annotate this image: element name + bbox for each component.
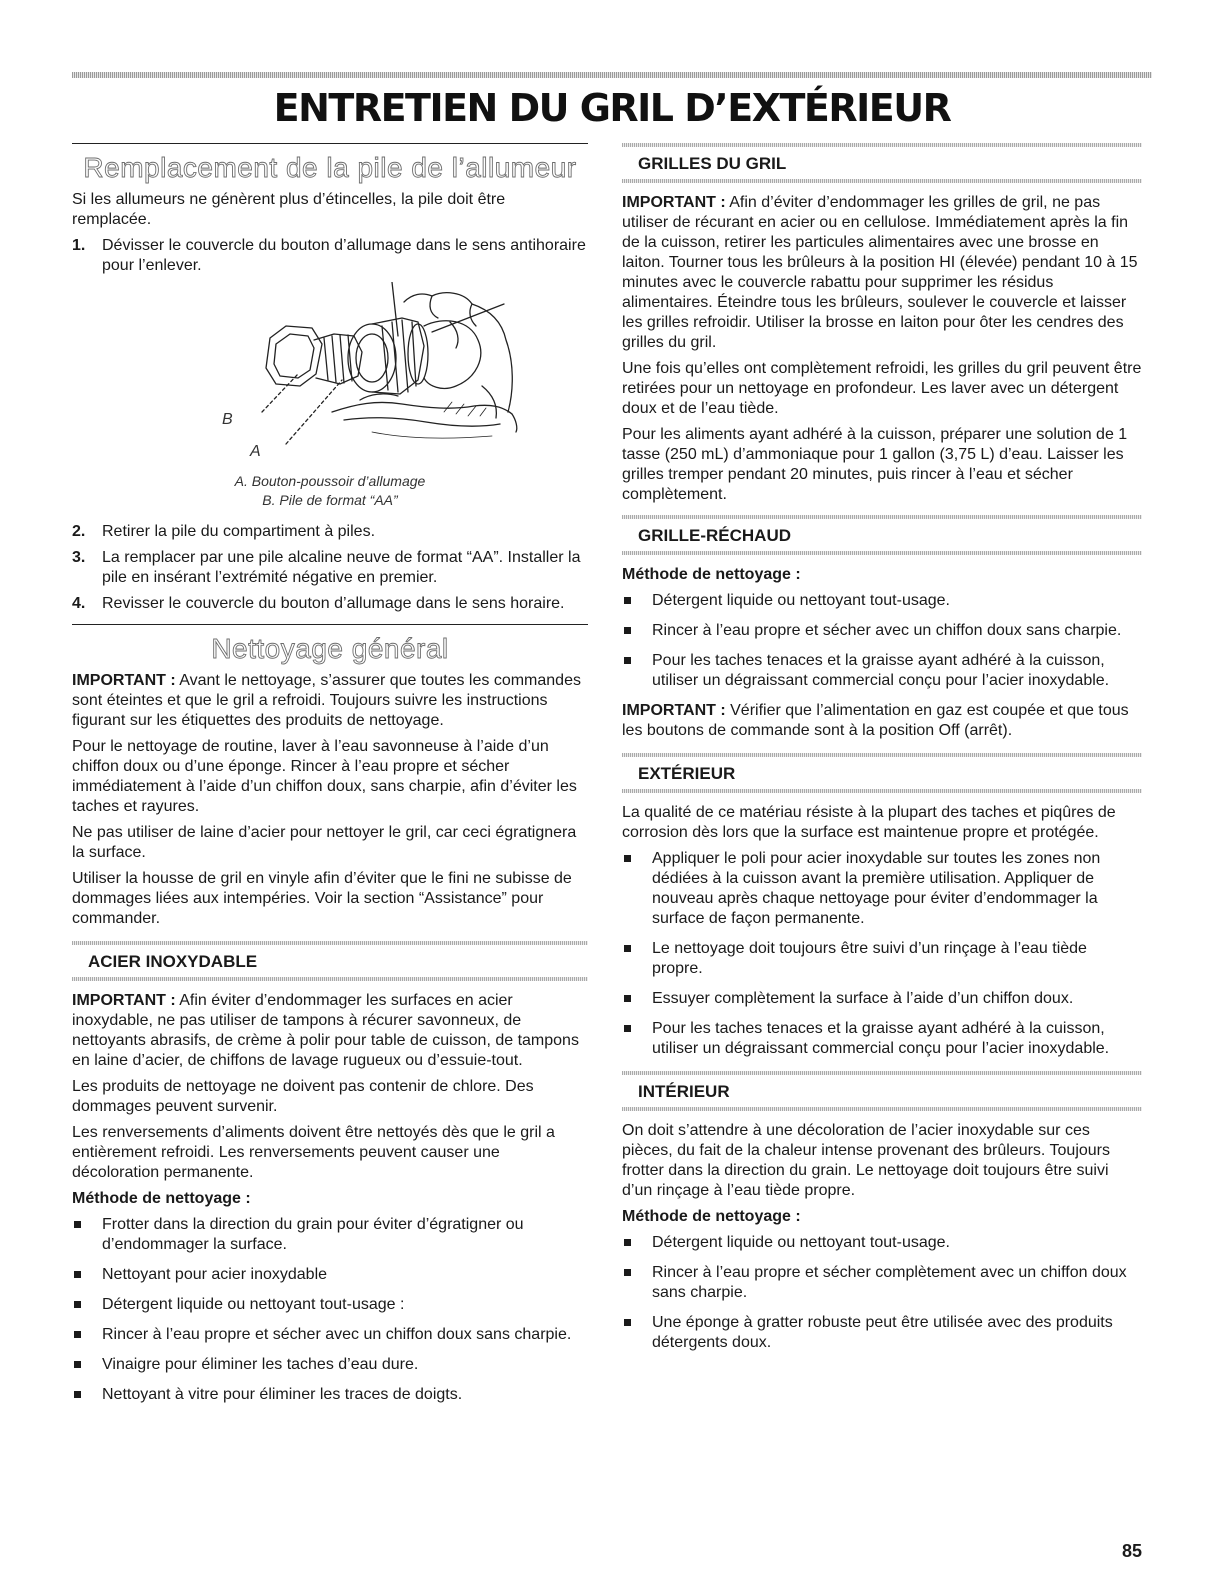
step-item: 2. Retirer la pile du compartiment à piles. <box>72 523 376 540</box>
general-paragraph: Utiliser la housse de gril en vinyle afin d’éviter que le fini ne subisse de dommages liées aux intempéries. Voir la section “Assistance” pour commander. <box>72 870 572 927</box>
battery-heading: Remplacement de la pile de l’allumeur <box>83 152 577 183</box>
bullet-square-icon <box>624 1025 631 1032</box>
bullet-item: Le nettoyage doit toujours être suivi d’un rinçage à l’eau tiède propre. <box>622 939 1142 979</box>
bullet-square-icon <box>74 1361 81 1368</box>
bullet-square-icon <box>624 1239 631 1246</box>
left-column <box>72 143 588 1415</box>
bullet-square-icon <box>624 945 631 952</box>
warming-rack-heading: GRILLE-RÉCHAUD <box>638 526 791 545</box>
grates-subheading-block <box>622 143 1142 183</box>
interior-method-label: Méthode de nettoyage : <box>622 1208 801 1225</box>
hatched-rule <box>622 789 1142 793</box>
interior-bullets <box>622 1233 1142 1353</box>
section-rule <box>72 143 588 144</box>
bullet-square-icon <box>624 627 631 634</box>
top-hatched-rule <box>72 72 1152 78</box>
grates-important: IMPORTANT : Afin d’éviter d’endommager les grilles de gril, ne pas utiliser de récurant en acier ou en cellulose. Immédiatement après la fin de la cuisson, retirer les particules alimentaires avec une brosse en laiton. Tourner tous les brûleurs à la position HI (élevée) pendant 10 à 15 minutes avec le couvercle rabattu pour supprimer les résidus alimentaires. Éteindre tous les brûleurs, soulever le couvercle et laisser les grilles refroidir. Utiliser la brosse en laiton pour ôter les cendres des grilles du gril. <box>622 194 1138 351</box>
bullet-square-icon <box>624 855 631 862</box>
hatched-rule <box>622 551 1142 555</box>
bullet-item: Frotter dans la direction du grain pour éviter d’égratigner ou d’endommager la surface. <box>72 1215 588 1255</box>
interior-heading: INTÉRIEUR <box>638 1082 730 1101</box>
right-column <box>622 143 1142 1363</box>
page-number: 85 <box>1121 1541 1142 1561</box>
general-paragraph: Ne pas utiliser de laine d’acier pour nettoyer le gril, car ceci égratignera la surface. <box>72 824 577 861</box>
bullet-item: Nettoyant à vitre pour éliminer les traces de doigts. <box>72 1385 588 1405</box>
stainless-important: IMPORTANT : Afin éviter d’endommager les surfaces en acier inoxydable, ne pas utiliser de tampons à récurer savonneux, de nettoyants abrasifs, de crème à polir pour table de cuisson, de tampons en laine d’acier, de chiffons de lavage rugueux ou d’essuie-tout. <box>72 992 579 1069</box>
interior-subheading-block <box>622 1071 1142 1111</box>
bullet-square-icon <box>74 1301 81 1308</box>
exterior-intro: La qualité de ce matériau résiste à la plupart des taches et piqûres de corrosion dès lors que la surface est maintenue propre et protégée. <box>622 804 1116 841</box>
stainless-subheading-block <box>72 941 588 981</box>
bullet-item: Détergent liquide ou nettoyant tout-usage : <box>72 1295 588 1315</box>
step-item: 4. Revisser le couvercle du bouton d’allumage dans le sens horaire. <box>72 595 565 612</box>
bullet-item: Pour les taches tenaces et la graisse ayant adhéré à la cuisson, utiliser un dégraissant commercial conçu pour l’acier inoxydable. <box>622 1019 1142 1059</box>
step-item: 1. Dévisser le couvercle du bouton d’allumage dans le sens antihoraire pour l’enlever. <box>72 237 586 274</box>
battery-steps-a <box>72 236 588 276</box>
stainless-paragraph: Les produits de nettoyage ne doivent pas contenir de chlore. Des dommages peuvent survenir. <box>72 1078 534 1115</box>
caption-b: B. Pile de format “AA” <box>262 492 398 508</box>
warming-important: IMPORTANT : Vérifier que l’alimentation en gaz est coupée et que tous les boutons de commande sont à la position Off (arrêt). <box>622 702 1129 739</box>
figure-label-b: B <box>222 411 233 428</box>
interior-intro: On doit s’attendre à une décoloration de l’acier inoxydable sur ces pièces, du fait de la chaleur intense provenant des brûleurs. Toujours frotter dans la direction du grain. Le nettoyage doit toujours être suivi d’un rinçage à l’eau tiède propre. <box>622 1122 1111 1199</box>
stainless-paragraph: Les renversements d’aliments doivent être nettoyés dès que le gril a entièrement refroidi. Les renversements peuvent causer une décoloration permanente. <box>72 1124 555 1181</box>
general-cleaning-heading: Nettoyage général <box>211 633 449 664</box>
figure-label-a: A <box>250 443 261 460</box>
hatched-rule <box>622 1107 1142 1111</box>
stainless-method-label: Méthode de nettoyage : <box>72 1190 251 1207</box>
bullet-square-icon <box>624 1269 631 1276</box>
battery-steps-b <box>72 522 588 614</box>
grates-heading: GRILLES DU GRIL <box>638 154 787 173</box>
igniter-illustration <box>72 282 588 470</box>
stainless-heading: ACIER INOXYDABLE <box>88 952 258 971</box>
bullet-square-icon <box>74 1331 81 1338</box>
exterior-heading: EXTÉRIEUR <box>638 764 736 783</box>
warming-bullets <box>622 591 1142 691</box>
bullet-item: Pour les taches tenaces et la graisse ayant adhéré à la cuisson, utiliser un dégraissant commercial conçu pour l’acier inoxydable. <box>622 651 1142 691</box>
section-rule <box>72 624 588 625</box>
step-item: 3. La remplacer par une pile alcaline neuve de format “AA”. Installer la pile en insérant l’extrémité négative en premier. <box>72 549 581 586</box>
bullet-square-icon <box>624 597 631 604</box>
bullet-item: Rincer à l’eau propre et sécher complètement avec un chiffon doux sans charpie. <box>622 1263 1142 1303</box>
bullet-item: Rincer à l’eau propre et sécher avec un chiffon doux sans charpie. <box>72 1325 588 1345</box>
grates-paragraph: Une fois qu’elles ont complètement refroidi, les grilles du gril peuvent être retirées pour un nettoyage en profondeur. Les laver avec un détergent doux et de l’eau tiède. <box>622 360 1142 417</box>
figure-captions <box>72 472 588 510</box>
bullet-square-icon <box>624 995 631 1002</box>
bullet-item: Une éponge à gratter robuste peut être utilisée avec des produits détergents doux. <box>622 1313 1142 1353</box>
stainless-bullets <box>72 1215 588 1405</box>
caption-a: A. Bouton-poussoir d’allumage <box>234 473 426 489</box>
battery-intro: Si les allumeurs ne génèrent plus d’étincelles, la pile doit être remplacée. <box>72 191 506 228</box>
bullet-square-icon <box>624 1319 631 1326</box>
hatched-rule <box>72 977 588 981</box>
bullet-square-icon <box>624 657 631 664</box>
bullet-square-icon <box>74 1271 81 1278</box>
bullet-item: Nettoyant pour acier inoxydable <box>72 1265 588 1285</box>
bullet-item: Détergent liquide ou nettoyant tout-usage. <box>622 1233 1142 1253</box>
bullet-item: Appliquer le poli pour acier inoxydable sur toutes les zones non dédiées à la cuisson avant la première utilisation. Appliquer de nouveau après chaque nettoyage pour éviter d’endommager la surface de façon permanente. <box>622 849 1142 929</box>
exterior-subheading-block <box>622 753 1142 793</box>
bullet-square-icon <box>74 1221 81 1228</box>
general-important: IMPORTANT : Avant le nettoyage, s’assurer que toutes les commandes sont éteintes et que le gril a refroidi. Toujours suivre les instructions figurant sur les étiquettes des produits de nettoyage. <box>72 672 581 729</box>
exterior-bullets <box>622 849 1142 1059</box>
warming-subheading-block <box>622 515 1142 555</box>
page-title: ENTRETIEN DU GRIL D’EXTÉRIEUR <box>273 86 951 130</box>
hatched-rule <box>622 179 1142 183</box>
grates-paragraph: Pour les aliments ayant adhéré à la cuisson, préparer une solution de 1 tasse (250 mL) d’ammoniaque pour 1 gallon (3,75 L) d’eau. Laisser les grilles tremper pendant 20 minutes, puis rincer à l’eau et sécher complètement. <box>622 426 1128 503</box>
bullet-item: Rincer à l’eau propre et sécher avec un chiffon doux sans charpie. <box>622 621 1142 641</box>
bullet-item: Vinaigre pour éliminer les taches d’eau dure. <box>72 1355 588 1375</box>
igniter-drawing <box>72 282 588 470</box>
bullet-item: Détergent liquide ou nettoyant tout-usage. <box>622 591 1142 611</box>
warming-method-label: Méthode de nettoyage : <box>622 566 801 583</box>
bullet-item: Essuyer complètement la surface à l’aide d’un chiffon doux. <box>622 989 1142 1009</box>
bullet-square-icon <box>74 1391 81 1398</box>
general-paragraph: Pour le nettoyage de routine, laver à l’eau savonneuse à l’aide d’un chiffon doux ou d’une éponge. Rincer à l’eau propre et sécher immédiatement à l’aide d’un chiffon doux, sans charpie, afin d’éviter les taches et rayures. <box>72 738 577 815</box>
